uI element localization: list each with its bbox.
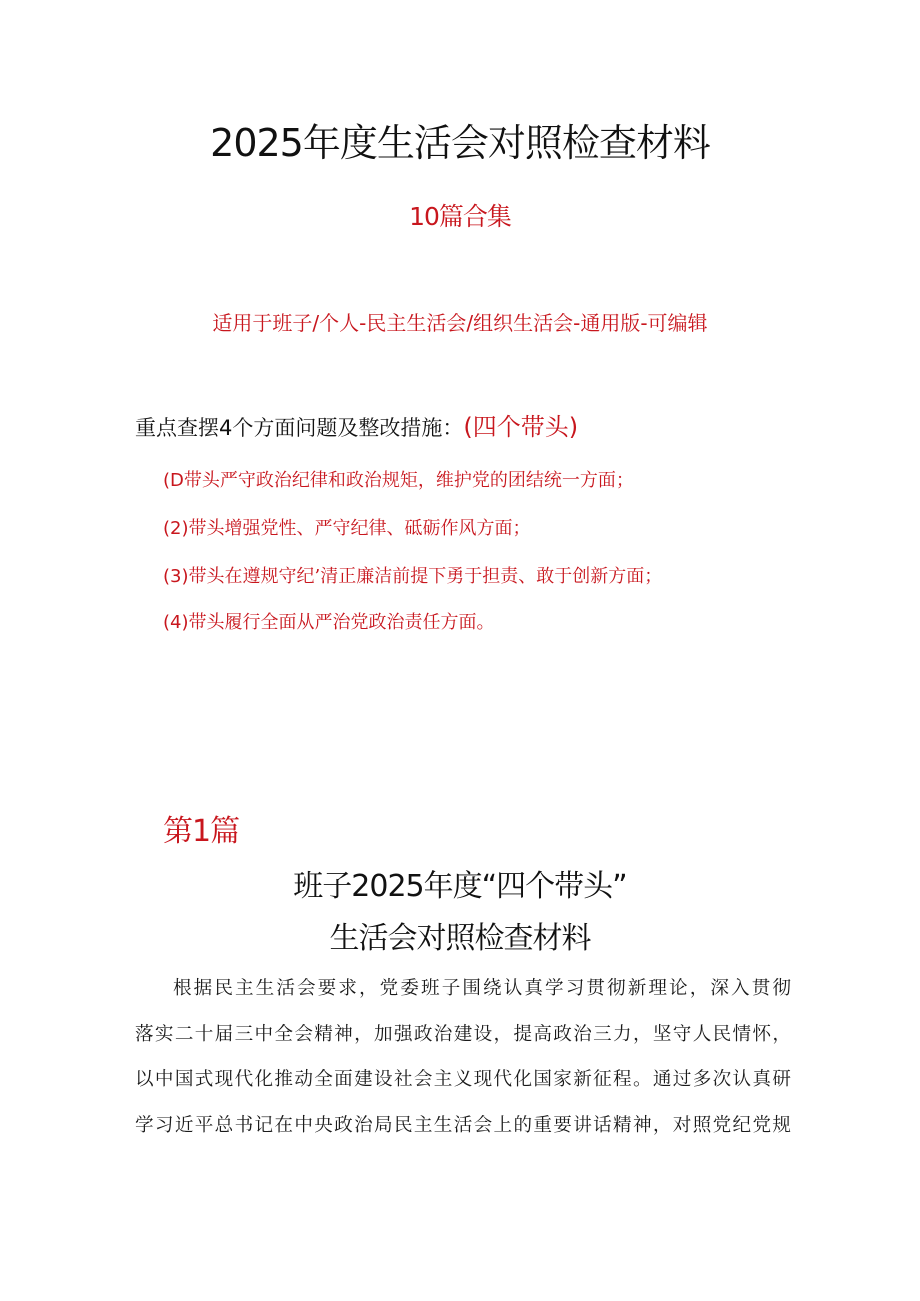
focus-intro: 重点查摆4个方面问题及整改措施： [135,416,464,440]
focus-item [163,608,495,634]
article-title-line-2: 生活会对照检查材料 [329,921,591,956]
article-title-line-1: 班子2025年度“四个带头” [293,869,627,904]
body-line: 根据民主生活会要求，党委班子围绕认真学习贯彻新理论，深入贯彻 [173,978,791,999]
focus-item [163,514,531,540]
focus-item [163,562,662,588]
focus-item-number: (2) [163,518,189,539]
scope-note: 适用于班子/个人-民主生活会/组织生活会-通用版-可编辑 [212,311,708,335]
body-line: 学习近平总书记在中央政治局民主生活会上的重要讲话精神，对照党纪党规 [135,1114,791,1136]
article-body [135,966,791,1148]
body-line: 落实二十届三中全会精神，加强政治建设，提高政治三力，坚守人民情怀， [135,1023,791,1045]
focus-emphasis: (四个带头) [463,413,579,441]
focus-item-number: (3) [163,566,189,587]
focus-item [163,466,634,492]
document-title: 2025年度生活会对照检查材料 [210,121,710,165]
collection-subtitle: 10篇合集 [409,202,511,231]
focus-item-text: 带头在遵规守纪’清正廉洁前提下勇于担责、敢于创新方面； [188,566,663,587]
focus-item-number: (4) [163,612,189,633]
focus-item-text: 带头履行全面从严治党政治责任方面。 [188,612,495,633]
focus-item-text: 带头严守政治纪律和政治规矩，维护党的团结统一方面； [183,470,634,491]
chapter-label: 第1篇 [163,814,240,849]
body-line: 以中国式现代化推动全面建设社会主义现代化国家新征程。通过多次认真研 [135,1069,791,1090]
focus-heading [135,407,578,442]
focus-item-text: 带头增强党性、严守纪律、砥砺作风方面； [188,518,531,539]
focus-item-number: (D [163,470,184,491]
